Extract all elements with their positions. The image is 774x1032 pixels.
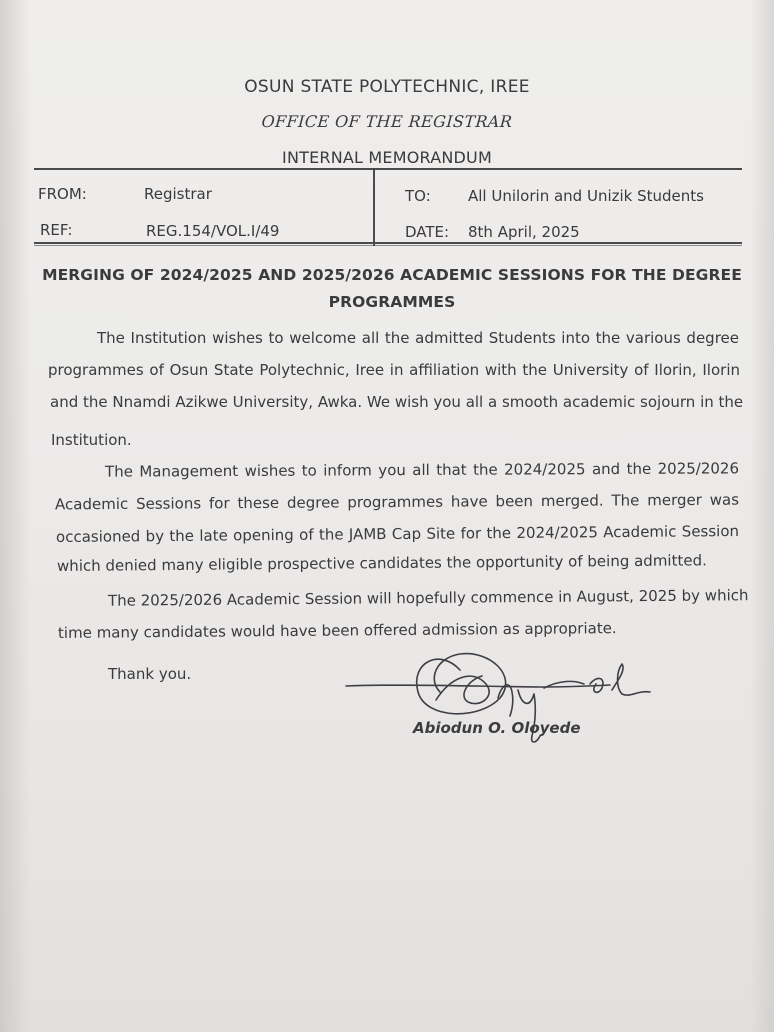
date-label: DATE: <box>405 223 450 241</box>
table-divider <box>373 168 375 246</box>
table-top-rule <box>34 168 742 170</box>
date-value: 8th April, 2025 <box>468 223 580 241</box>
memo-type <box>0 148 774 167</box>
p1-line-1: The Institution wishes to welcome all the admitted Students into the various degree <box>97 329 739 347</box>
p1-line-2: programmes of Osun State Polytechnic, Iree in affiliation with the University of Ilorin, Ilorin <box>48 361 740 379</box>
signatory-name: Abiodun O. Oloyede <box>413 719 581 737</box>
ref-label: REF: <box>40 221 73 239</box>
closing-text: Thank you. <box>108 665 192 683</box>
handwritten-signature <box>340 640 680 760</box>
institution-name: OSUN STATE POLYTECHNIC, IREE <box>244 77 530 97</box>
memo-title-line-2: PROGRAMMES <box>328 293 456 311</box>
p2-line-1: The Management wishes to inform you all that the 2024/2025 and the 2025/2026 <box>104 459 740 481</box>
table-bottom-rule <box>34 242 742 244</box>
memo-title <box>40 262 744 316</box>
p2-line-2: Academic Sessions for these degree programmes have been merged. The merger was <box>54 490 740 514</box>
p3-line-1: The 2025/2026 Academic Session will hopefully commence in August, 2025 by which <box>107 586 749 610</box>
to-label: TO: <box>405 187 431 205</box>
from-label: FROM: <box>38 185 87 203</box>
p1-line-3: and the Nnamdi Azikwe University, Awka. We wish you all a smooth academic sojourn in the <box>50 393 744 411</box>
table-bottom-rule-2 <box>34 245 742 246</box>
p1-line-4: Institution. <box>51 431 132 449</box>
office-title: OFFICE OF THE REGISTRAR <box>261 112 513 131</box>
memo-type-text: INTERNAL MEMORANDUM <box>282 148 492 167</box>
memo-title-line-1: MERGING OF 2024/2025 AND 2025/2026 ACADEMIC SESSIONS FOR THE DEGREE <box>42 266 742 284</box>
p2-line-4: which denied many eligible prospective candidates the opportunity of being admitted. <box>56 551 707 575</box>
p3-line-2: time many candidates would have been offered admission as appropriate. <box>57 619 617 642</box>
p2-line-3: occasioned by the late opening of the JAMB Cap Site for the 2024/2025 Academic Session <box>55 522 740 546</box>
ref-value: REG.154/VOL.I/49 <box>146 222 280 240</box>
from-value: Registrar <box>144 185 212 203</box>
to-value: All Unilorin and Unizik Students <box>468 187 704 205</box>
